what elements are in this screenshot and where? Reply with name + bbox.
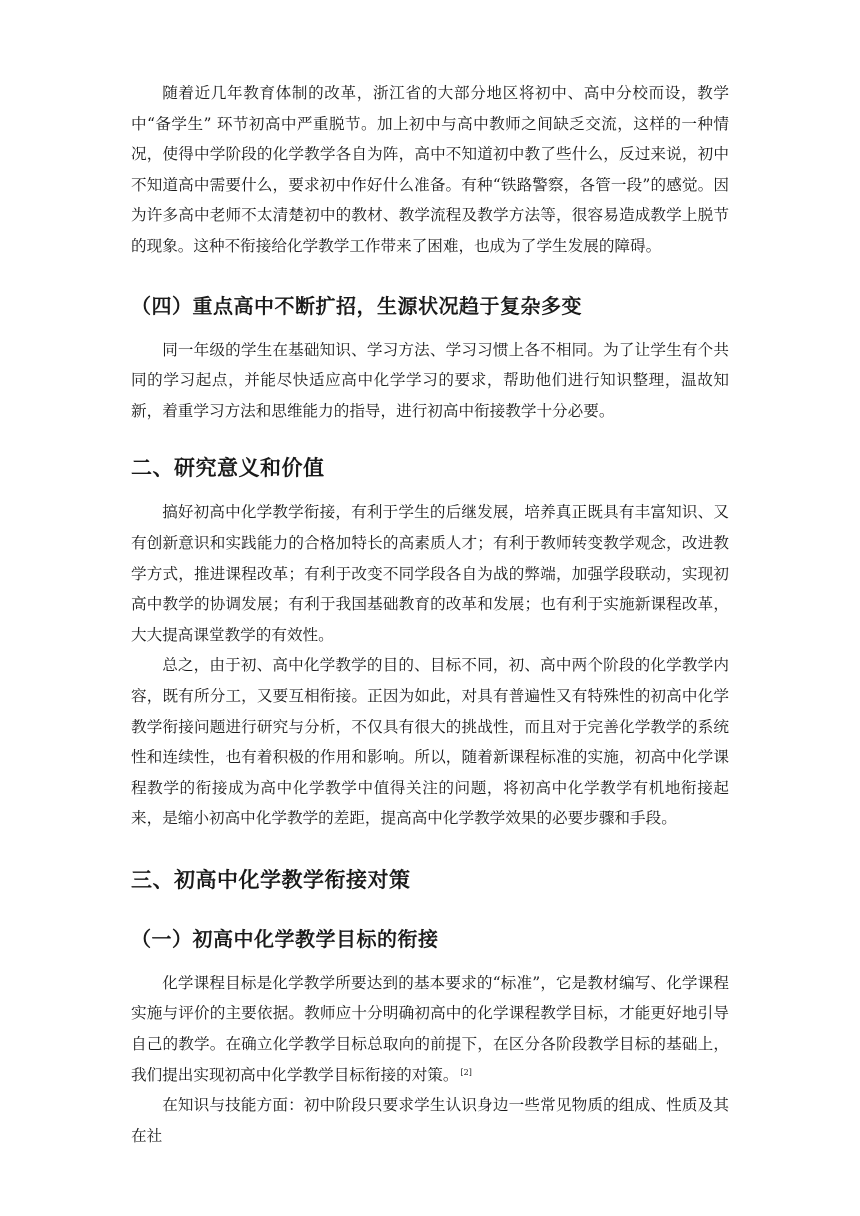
citation-reference: [2] (460, 1067, 472, 1077)
paragraph-knowledge-skills: 在知识与技能方面：初中阶段只要求学生认识身边一些常见物质的组成、性质及其在社 (131, 1096, 729, 1145)
paragraph-benefits: 搞好初高中化学教学衔接，有利于学生的后继发展，培养真正既具有丰富知识、又有创新意识和实践能力的合格加特长的高素质人才；有利于教师转变教学观念，改进教学方式，推进课程改革；有利于改变不同学段各自为战的弊端，加强学段联动，实现初高中教学的协调发展；有利于我国基础教育的改革和发展；也有利于实施新课程改革，大大提高课堂教学的有效性。 (131, 503, 729, 644)
subheading-expanding-enrollment: （四）重点高中不断扩招，生源状况趋于复杂多变 (131, 293, 582, 318)
paragraph-curriculum-gap: 随着近几年教育体制的改革，浙江省的大部分地区将初中、高中分校而设，教学中“备学生” 环节初高中严重脱节。加上初中与高中教师之间缺乏交流，这样的一种情况，使得中学阶段的化学教学各自为阵，高中不知道初中教了些什么，反过来说，初中不知道高中需要什么，要求初中作好什么准备。有种“铁路警察，各管一段”的感觉。因为许多高中老师不太清楚初中的教材、教学流程及教学方法等，很容易造成教学上脱节的现象。这种不衔接给化学教学工作带来了困难，也成为了学生发展的障碍。 (131, 84, 729, 255)
subheading-goal-connection: （一）初高中化学教学目标的衔接 (131, 926, 439, 951)
paragraph-summary: 总之，由于初、高中化学教学的目的、目标不同，初、高中两个阶段的化学教学内容，既有所分工，又要互相衔接。正因为如此，对具有普遍性又有特殊性的初高中化学教学衔接问题进行研究与分析，不仅具有很大的挑战性，而且对于完善化学教学的系统性和连续性，也有着积极的作用和影响。所以，随着新课程标准的实施，初高中化学课程教学的衔接成为高中化学教学中值得关注的问题，将初高中化学教学有机地衔接起来，是缩小初高中化学教学的差距，提高高中化学教学效果的必要步骤和手段。 (131, 656, 729, 828)
paragraph-curriculum-goals-text: 化学课程目标是化学教学所要达到的基本要求的“标准”，它是教材编写、化学课程实施与评价的主要依据。教师应十分明确初高中的化学课程教学目标，才能更好地引导自己的教学。在确立化学教学目标总取向的前提下，在区分各阶段教学目标的基础上，我们提出实现初高中化学教学目标衔接的对策。 (131, 973, 729, 1084)
document-page (131, 78, 729, 1151)
heading-connection-strategies: 三、初高中化学教学衔接对策 (131, 867, 411, 892)
heading-research-significance: 二、研究意义和价值 (131, 456, 325, 481)
paragraph-curriculum-goals (131, 968, 729, 1090)
paragraph-student-differences: 同一年级的学生在基础知识、学习方法、学习习惯上各不相同。为了让学生有个共同的学习起点，并能尽快适应高中化学学习的要求，帮助他们进行知识整理，温故知新，着重学习方法和思维能力的指导，进行初高中衔接教学十分必要。 (131, 340, 729, 420)
